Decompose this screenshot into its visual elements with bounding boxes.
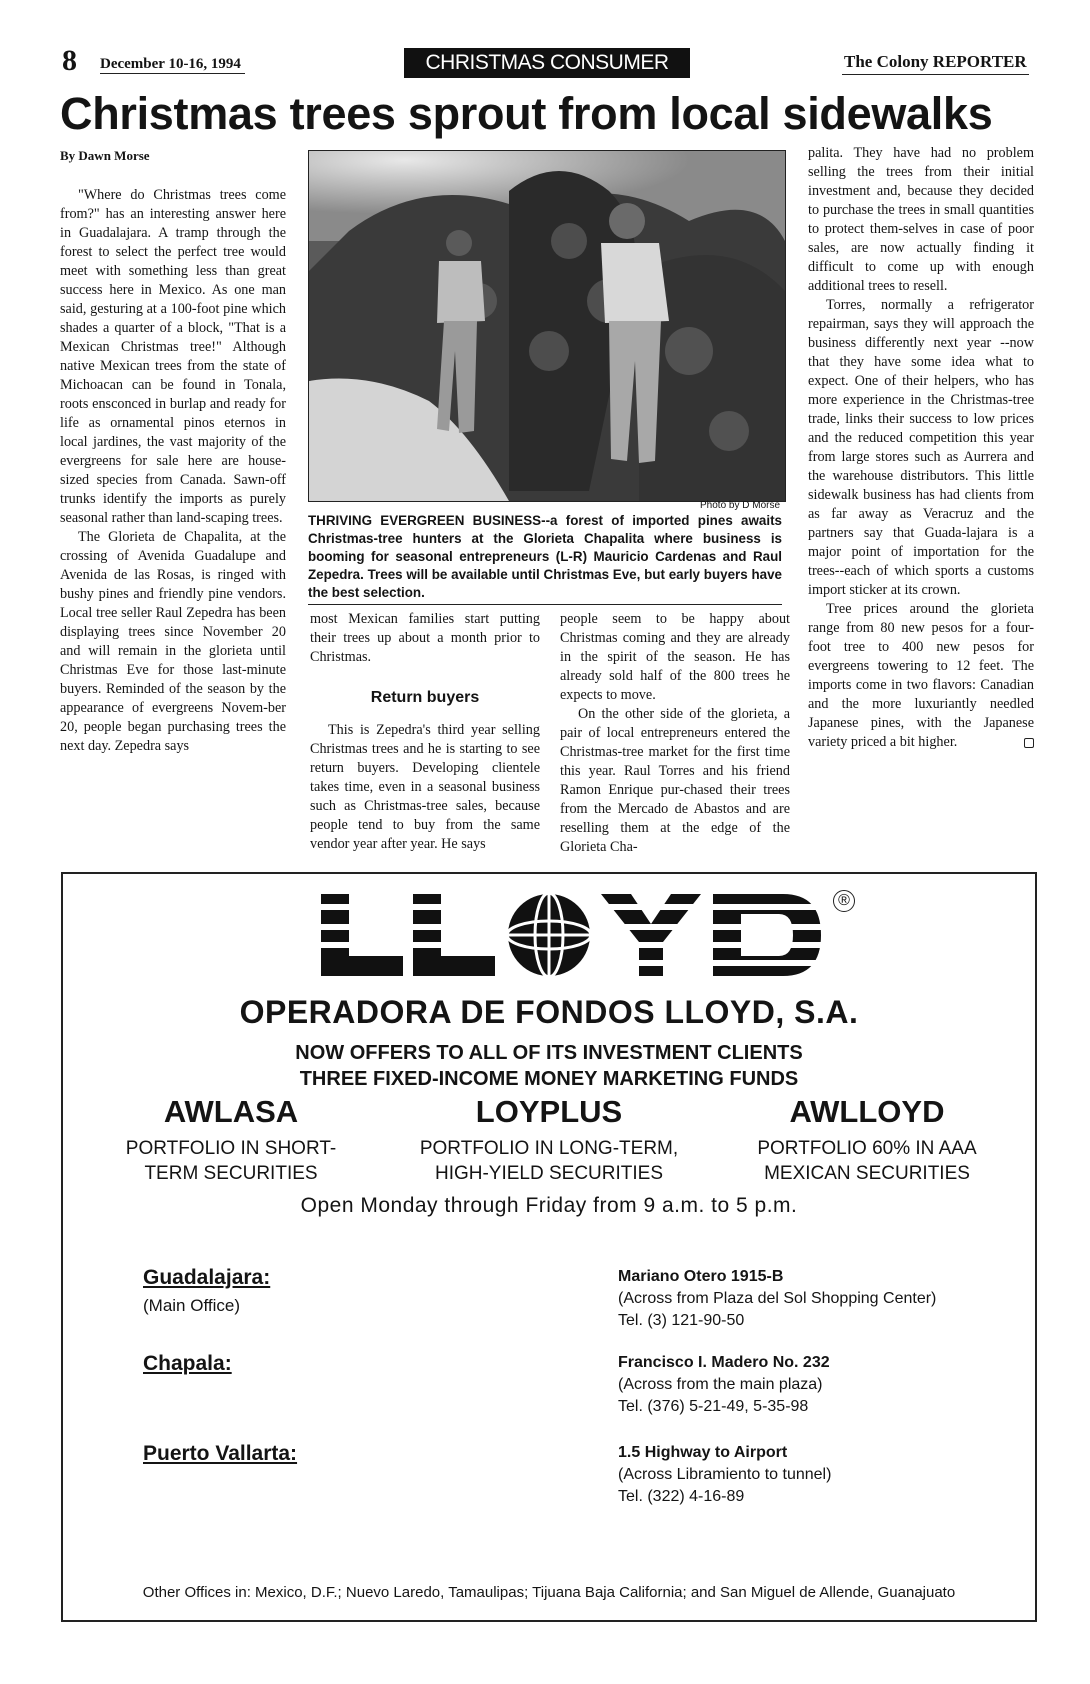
article-paragraph: The Glorieta de Chapalita, at the crossing of Avenida Guadalupe and Avenida de las Rosas, is ringed with bushy pines and friendly pine vendors. Local tree seller Raul Zepedra has been displaying trees since November 20 and will remain in the glorieta until Christmas Eve for those last-minute buyers. Reminded of the season by the appearance of evergreens Novem-ber 20, people began purchasing trees the next day. Zepedra says — [60, 529, 286, 754]
office-address — [618, 1266, 936, 1332]
ad-offer-line-1: NOW OFFERS TO ALL OF ITS INVESTMENT CLIENTS — [295, 1042, 803, 1064]
photo-caption: THRIVING EVERGREEN BUSINESS--a forest of imported pines awaits Christmas-tree hunters at the Glorieta Chapalita where business is booming for seasonal entrepreneurs (L-R) Mauricio Cardenas and Raul Zepedra. Trees will be available until Christmas Eve, but early buyers have the best selection. — [308, 512, 782, 605]
photo-image — [309, 151, 785, 501]
fund-description-line: MEXICAN SECURITIES — [764, 1163, 970, 1184]
fund-name: AWLASA — [163, 1094, 299, 1129]
fund-name: LOYPLUS — [475, 1094, 623, 1129]
fund-description — [717, 1136, 1017, 1186]
office-address — [618, 1442, 831, 1508]
fund-awlloyd — [717, 1094, 1017, 1186]
fund-description-line: PORTFOLIO 60% IN AAA — [757, 1138, 977, 1159]
article-column-3 — [560, 610, 790, 857]
article-paragraph — [808, 600, 1034, 752]
lloyd-logo-graphic — [321, 894, 821, 984]
office-landmark: (Across from Plaza del Sol Shopping Center) — [618, 1290, 937, 1307]
fund-description-line: PORTFOLIO IN SHORT- — [125, 1138, 337, 1159]
page-number: 8 — [62, 44, 77, 77]
office-address — [618, 1352, 830, 1418]
office-street: Mariano Otero 1915-B — [618, 1268, 784, 1285]
registered-mark: ® — [833, 890, 855, 912]
section-banner: CHRISTMAS CONSUMER — [404, 48, 690, 78]
fund-awlasa — [81, 1094, 381, 1186]
article-paragraph: "Where do Christmas trees come from?" has an interesting answer here in Guadalajara. A tramp through the forest to select the perfect tree would meet with something less than great success here in Mexico. As one man said, gesturing at a 100-foot pine which shades a quarter of a block, "That is a Mexican Christmas tree!" Although native Mexican trees from the state of Michoacan can be found in Tonala, roots ensconced in burlap and ready for life as ornamental pinos eternos in local jardines, the vast majority of the evergreens for sale here are house-sized species from Canada. Sawn-off trunks identify the imports as purely seasonal rather than land-scaping trees. — [60, 187, 286, 526]
fund-description-line: PORTFOLIO IN LONG-TERM, — [419, 1138, 679, 1159]
fund-description — [81, 1136, 381, 1186]
globe-icon — [507, 894, 591, 977]
office-hours: Open Monday through Friday from 9 a.m. to 5 p.m. — [300, 1194, 798, 1217]
ad-company-name: OPERADORA DE FONDOS LLOYD, S.A. — [239, 994, 859, 1030]
fund-name: AWLLOYD — [789, 1094, 945, 1129]
photo-credit: Photo by D Morse — [700, 500, 781, 511]
office-landmark: (Across Libramiento to tunnel) — [618, 1466, 832, 1483]
issue-date: December 10-16, 1994 — [100, 56, 245, 74]
office-landmark: (Across from the main plaza) — [618, 1376, 823, 1393]
office-phone: Tel. (3) 121-90-50 — [618, 1312, 745, 1329]
article-column-1 — [60, 186, 286, 756]
other-offices: Other Offices in: Mexico, D.F.; Nuevo Laredo, Tamaulipas; Tijuana Baja California; and San Miguel de Allende, Guanajuato — [142, 1584, 956, 1601]
lloyd-advertisement — [61, 872, 1037, 1622]
article-column-4 — [808, 144, 1034, 752]
fund-description — [399, 1136, 699, 1186]
page-header — [62, 44, 1090, 80]
article-paragraph: Torres, normally a refrigerator repairman, says they will approach the business differently next year --now that they have some idea what to expect. One of their helpers, who has more experience in the Christmas-tree trade, links their success to low prices and the reduced competition this year from large stores such as Aurrera and the warehouse distributors. This little sidewalk business has had clients from as far away as Veracruz and the partners say that Guada-lajara is a major point of importation for the trees--each of which sports a customs import sticker at its crown. — [808, 297, 1034, 598]
office-street: 1.5 Highway to Airport — [618, 1444, 788, 1461]
lloyd-logo — [321, 894, 821, 984]
fund-description-line: HIGH-YIELD SECURITIES — [434, 1163, 664, 1184]
article-column-2 — [310, 610, 540, 854]
article-photo — [308, 150, 786, 502]
office-phone: Tel. (322) 4-16-89 — [618, 1488, 745, 1505]
article-paragraph: On the other side of the glorieta, a pair of local entrepreneurs entered the Christmas-tree market for the first time this year. Raul Torres and his friend Ramon Enrique pur-chased their trees from the Mercado de Abastos and are reselling them at the edge of the Glorieta Cha- — [560, 706, 790, 855]
fund-description-line: TERM SECURITIES — [144, 1163, 318, 1184]
article-byline: By Dawn Morse — [60, 148, 150, 163]
article-subhead: Return buyers — [370, 689, 480, 706]
article-paragraph: people seem to be happy about Christmas coming and they are already in the spirit of the season. He has already sold half of the 800 trees he expects to move. — [560, 611, 790, 703]
fund-loyplus — [399, 1094, 699, 1186]
newspaper-name: The Colony REPORTER — [842, 52, 1029, 75]
office-city: Chapala: — [143, 1352, 232, 1375]
office-city: Guadalajara: — [143, 1266, 271, 1289]
article-paragraph: palita. They have had no problem selling the trees from their initial investment and, because they decided to purchase the trees in small quantities to protect them-selves in case of poor sales, are now actually finding it difficult to come up with enough additional trees to resell. — [808, 145, 1034, 294]
office-phone: Tel. (376) 5-21-49, 5-35-98 — [618, 1398, 809, 1415]
article-paragraph: most Mexican families start putting their trees up about a month prior to Christmas. — [310, 611, 540, 665]
article-headline: Christmas trees sprout from local sidewalks — [60, 88, 993, 139]
article-paragraph-text: Tree prices around the glorieta range from 80 new pesos for a four-foot tree to 400 new pesos for evergreens towering to 12 feet. The imports come in two flavors: Canadian and the more luxuriantly needled Japanese pines, with the Japanese variety priced a bit higher. — [808, 601, 1034, 750]
ad-offer-line-2: THREE FIXED-INCOME MONEY MARKETING FUNDS — [299, 1068, 799, 1090]
office-note: (Main Office) — [143, 1296, 240, 1315]
article-paragraph: This is Zepedra's third year selling Christmas trees and he is starting to see return buyers. Developing clientele takes time, even in a seasonal business such as Christmas-tree sales, because people tend to buy from the same vendor year after year. He says — [310, 722, 540, 852]
end-mark-icon — [1024, 738, 1034, 748]
office-city: Puerto Vallarta: — [143, 1442, 298, 1465]
office-street: Francisco I. Madero No. 232 — [618, 1354, 830, 1371]
